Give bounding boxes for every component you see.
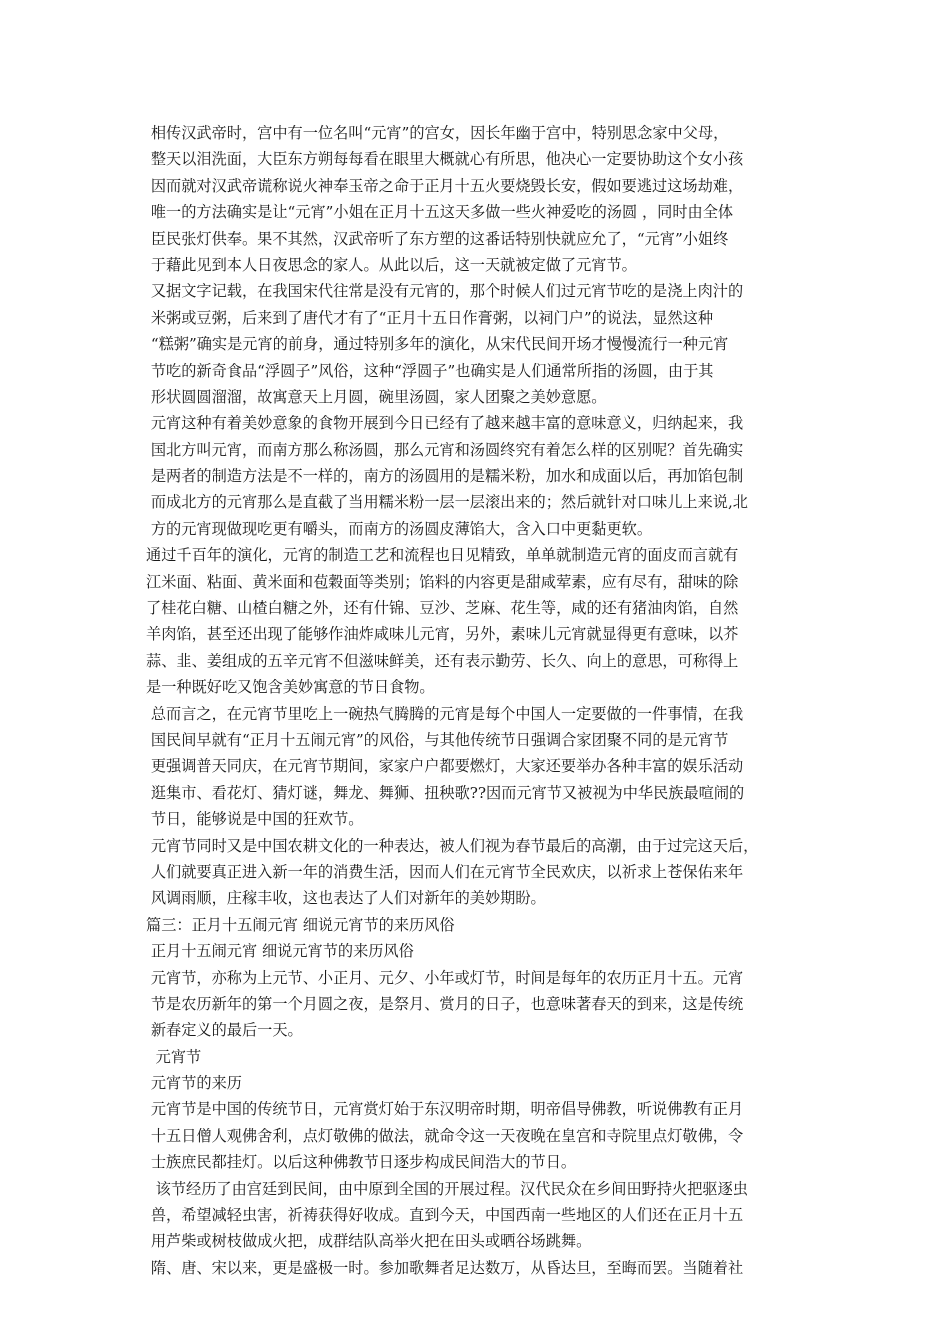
text-line: “糕粥”确实是元宵的前身，通过特别多年的演化，从宋代民间开场才慢慢流行一种元宵 — [146, 335, 729, 354]
text-line: 十五日僧人观佛舍利，点灯敬佛的做法，就命令这一天夜晚在皇宫和寺院里点灯敬佛，令 — [146, 1126, 744, 1145]
text-line: 元宵节是中国的传统节日，元宵赏灯始于东汉明帝时期，明帝倡导佛教，听说佛教有正月 — [146, 1100, 744, 1119]
text-line: 相传汉武帝时，宫中有一位名叫“元宵”的宫女，因长年幽于宫中，特别思念家中父母， — [146, 124, 729, 142]
text-line: 唯一的方法确实是让“元宵”小姐在正月十五这天多做一些火神爱吃的汤圆 ，同时由全体 — [146, 203, 734, 222]
text-line: 兽，希望减轻虫害，祈祷获得好收成。直到今天，中国西南一些地区的人们还在正月十五 — [146, 1206, 744, 1225]
text-line: 于藉此见到本人日夜思念的家人。从此以后，这一天就被定做了元宵节。 — [146, 255, 637, 274]
text-line: 因而就对汉武帝谎称说火神奉玉帝之命于正月十五火要烧毁长安，假如要逃过这场劫难， — [146, 176, 744, 195]
text-line: 江米面、粘面、黄米面和苞穀面等类别；馅料的内容更是甜咸荤素，应有尽有，甜味的除 — [146, 572, 739, 591]
text-line: 隋、唐、宋以来，更是盛极一时。参加歌舞者足达数万，从昏达旦，至晦而罢。当随着社 — [146, 1258, 744, 1277]
text-line: 新春定义的最后一天。 — [146, 1021, 303, 1040]
text-line: 节吃的新奇食品“浮圆子”风俗，这种“浮圆子”也确实是人们通常所指的汤圆，由于其 — [146, 361, 714, 380]
text-line: 通过千百年的演化，元宵的制造工艺和流程也日见精致，单单就制造元宵的面皮而言就有 — [146, 546, 739, 565]
text-line: 风调雨顺，庄稼丰收，这也表达了人们对新年的美妙期盼。 — [146, 889, 546, 908]
text-line: 节是农历新年的第一个月圆之夜，是祭月、赏月的日子，也意味著春天的到来，这是传统 — [146, 994, 744, 1013]
text-line: 元宵节，亦称为上元节、小正月、元夕、小年或灯节，时间是每年的农历正月十五。元宵 — [146, 968, 744, 987]
text-line: 元宵节同时又是中国农耕文化的一种表达，被人们视为春节最后的高潮，由于过完这天后， — [146, 836, 759, 855]
text-line: 又据文字记载，在我国宋代往常是没有元宵的，那个时候人们过元宵节吃的是浇上肉汁的 — [146, 282, 744, 301]
text-line: 节日，能够说是中国的狂欢节。 — [146, 810, 364, 829]
text-line: 元宵节 — [146, 1047, 202, 1066]
text-line: 更强调普天同庆，在元宵节期间，家家户户都要燃灯，大家还要举办各种丰富的娱乐活动 — [146, 757, 744, 776]
text-line: 臣民张灯供奉。果不其然，汉武帝听了东方塑的这番话特别快就应允了，“元宵”小姐终 — [146, 229, 729, 248]
text-line: 士族庶民都挂灯。以后这种佛教节日逐步构成民间浩大的节日。 — [146, 1153, 577, 1172]
text-line: 是两者的制造方法是不一样的，南方的汤圆用的是糯米粉，加水和成面以后，再加馅包制 — [146, 467, 744, 486]
text-line: 形状圆圆溜溜，故寓意天上月圆，碗里汤圆，家人团聚之美妙意愿。 — [146, 387, 607, 406]
text-line: 篇三：正月十五闹元宵 细说元宵节的来历风俗 — [146, 915, 455, 934]
text-line: 整天以泪洗面，大臣东方朔每每看在眼里大概就心有所思，他决心一定要协助这个女小孩 — [146, 150, 744, 169]
text-line: 正月十五闹元宵 细说元宵节的来历风俗 — [146, 942, 414, 961]
text-line: 是一种既好吃又饱含美妙寓意的节日食物。 — [146, 678, 435, 697]
text-line: 蒜、韭、姜组成的五辛元宵不但滋味鲜美，还有表示勤劳、长久、向上的意思，可称得上 — [146, 651, 739, 670]
text-line: 元宵这种有着美妙意象的食物开展到今日已经有了越来越丰富的意味意义，归纳起来，我 — [146, 414, 744, 433]
text-line: 总而言之，在元宵节里吃上一碗热气腾腾的元宵是每个中国人一定要做的一件事情，在我 — [146, 704, 744, 723]
text-line: 了桂花白糖、山楂白糖之外，还有什锦、豆沙、芝麻、花生等，咸的还有猪油肉馅，自然 — [146, 599, 739, 618]
text-line: 米粥或豆粥，后来到了唐代才有了“正月十五日作膏粥，以祠门户”的说法，显然这种 — [146, 308, 714, 327]
text-line: 国北方叫元宵，而南方那么称汤圆，那么元宵和汤圆终究有着怎么样的区别呢？首先确实 — [146, 440, 744, 459]
text-line: 人们就要真正进入新一年的消费生活，因而人们在元宵节全民欢庆，以祈求上苍保佑来年 — [146, 862, 744, 881]
text-line: 元宵节的来历 — [146, 1074, 242, 1093]
document-body — [146, 120, 816, 1281]
text-line: 用芦柴或树枝做成火把，成群结队高举火把在田头或晒谷场跳舞。 — [146, 1232, 592, 1251]
text-line: 羊肉馅，甚至还出现了能够作油炸咸味儿元宵，另外，素味儿元宵就显得更有意味，以芥 — [146, 625, 739, 644]
text-line: 方的元宵现做现吃更有嚼头，而南方的汤圆皮薄馅大，含入口中更黏更软。 — [146, 519, 653, 538]
text-line: 该节经历了由宫廷到民间，由中原到全国的开展过程。汉代民众在乡间田野持火把驱逐虫 — [146, 1179, 748, 1198]
text-line: 国民间早就有“正月十五闹元宵”的风俗，与其他传统节日强调合家团聚不同的是元宵节 — [146, 730, 729, 749]
text-line: 逛集市、看花灯、猜灯谜，舞龙、舞狮、扭秧歌??因而元宵节又被视为中华民族最喧闹的 — [146, 783, 745, 802]
text-line: 而成北方的元宵那么是直截了当用糯米粉一层一层滚出来的；然后就针对口味儿上来说,北 — [146, 493, 748, 512]
